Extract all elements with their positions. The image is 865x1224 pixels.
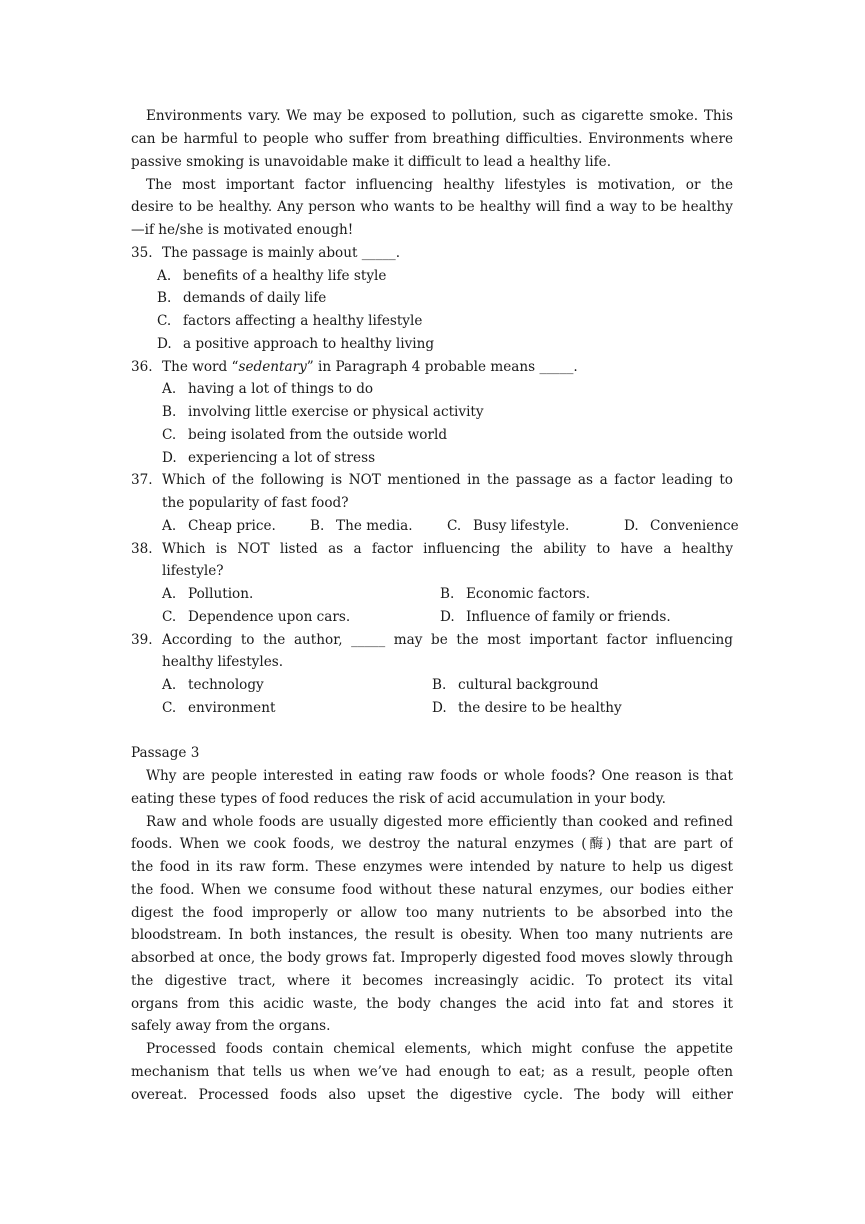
paragraph-line: the food in its raw form. These enzymes were intended by nature to help us digest: [131, 859, 733, 875]
paragraph-line: foods. When we cook foods, we destroy the natural enzymes (酶) that are part of: [131, 836, 733, 852]
paragraph-line: absorbed at once, the body grows fat. Improperly digested food moves slowly through: [131, 950, 733, 966]
option-c: C. being isolated from the outside world: [162, 427, 448, 443]
option-a: A. technology: [162, 677, 264, 693]
question-number: 36.: [131, 359, 153, 375]
question-number: 39.: [131, 632, 153, 648]
question-37-stem: [131, 469, 733, 491]
paragraph-line: safely away from the organs.: [131, 1018, 331, 1034]
paragraph-line: Why are people interested in eating raw foods or whole foods? One reason is that: [146, 768, 733, 784]
option-d: D. Influence of family or friends.: [440, 609, 671, 625]
question-number: 38.: [131, 541, 153, 557]
question-38-stem: [131, 538, 733, 560]
paragraph-line: the digestive tract, where it becomes increasingly acidic. To protect its vital: [131, 973, 733, 989]
paragraph-line: eating these types of food reduces the risk of acid accumulation in your body.: [131, 791, 666, 807]
option-b: B. demands of daily life: [157, 290, 327, 306]
question-35-stem: [131, 242, 733, 264]
question-text: Which is NOT listed as a factor influencing the ability to have a healthy: [162, 541, 733, 557]
option-b: B. Economic factors.: [440, 586, 591, 602]
emphasized-word: sedentary: [238, 359, 307, 375]
paragraph-line: organs from this acidic waste, the body changes the acid into fat and stores it: [131, 996, 733, 1012]
question-text-continued: lifestyle?: [162, 563, 224, 579]
paragraph-line: —if he/she is motivated enough!: [131, 222, 354, 238]
paragraph-line: bloodstream. In both instances, the result is obesity. When too many nutrients are: [131, 927, 733, 943]
option-d: D. experiencing a lot of stress: [162, 450, 376, 466]
paragraph-line: overeat. Processed foods also upset the digestive cycle. The body will either: [131, 1087, 733, 1103]
option-b: B. cultural background: [432, 677, 599, 693]
option-d: D. the desire to be healthy: [432, 700, 622, 716]
paragraph-line: the food. When we consume food without these natural enzymes, our bodies either: [131, 882, 733, 898]
paragraph-line: digest the food improperly or allow too many nutrients to be absorbed into the: [131, 905, 733, 921]
option-c: C. environment: [162, 700, 276, 716]
question-text: The word “: [162, 359, 239, 375]
question-number: 37.: [131, 472, 153, 488]
question-text: According to the author, _____ may be the most important factor influencing: [162, 632, 733, 648]
option-c: C. Busy lifestyle.: [447, 518, 570, 534]
paragraph-line: Environments vary. We may be exposed to pollution, such as cigarette smoke. This: [146, 108, 733, 124]
passage-title: Passage 3: [131, 745, 200, 761]
option-a: A. Cheap price.: [162, 518, 276, 534]
paragraph-line: can be harmful to people who suffer from breathing difficulties. Environments where: [131, 131, 733, 147]
paragraph-line: desire to be healthy. Any person who wants to be healthy will find a way to be healthy: [131, 199, 733, 215]
option-a: A. having a lot of things to do: [162, 381, 374, 397]
question-text: The passage is mainly about _____.: [162, 245, 401, 261]
paragraph-line: Processed foods contain chemical elements, which might confuse the appetite: [146, 1041, 733, 1057]
question-text-continued: healthy lifestyles.: [162, 654, 284, 670]
option-b: B. The media.: [310, 518, 413, 534]
paragraph-line: The most important factor influencing healthy lifestyles is motivation, or the: [146, 177, 733, 193]
question-36-stem: [131, 356, 733, 378]
option-a: A. benefits of a healthy life style: [157, 268, 387, 284]
option-c: C. Dependence upon cars.: [162, 609, 351, 625]
option-b: B. involving little exercise or physical activity: [162, 404, 484, 420]
option-d: D. a positive approach to healthy living: [157, 336, 435, 352]
question-text: Which of the following is NOT mentioned in the passage as a factor leading to: [162, 472, 733, 488]
paragraph-line: passive smoking is unavoidable make it difficult to lead a healthy life.: [131, 154, 612, 170]
option-c: C. factors affecting a healthy lifestyle: [157, 313, 423, 329]
paragraph-line: Raw and whole foods are usually digested more efficiently than cooked and refined: [146, 814, 733, 830]
paragraph-line: mechanism that tells us when we’ve had enough to eat; as a result, people often: [131, 1064, 733, 1080]
question-39-stem: [131, 629, 733, 651]
question-text-continued: the popularity of fast food?: [162, 495, 349, 511]
question-number: 35.: [131, 245, 153, 261]
option-d: D. Convenience: [624, 518, 739, 534]
option-a: A. Pollution.: [162, 586, 254, 602]
question-text: ” in Paragraph 4 probable means _____.: [306, 359, 578, 375]
